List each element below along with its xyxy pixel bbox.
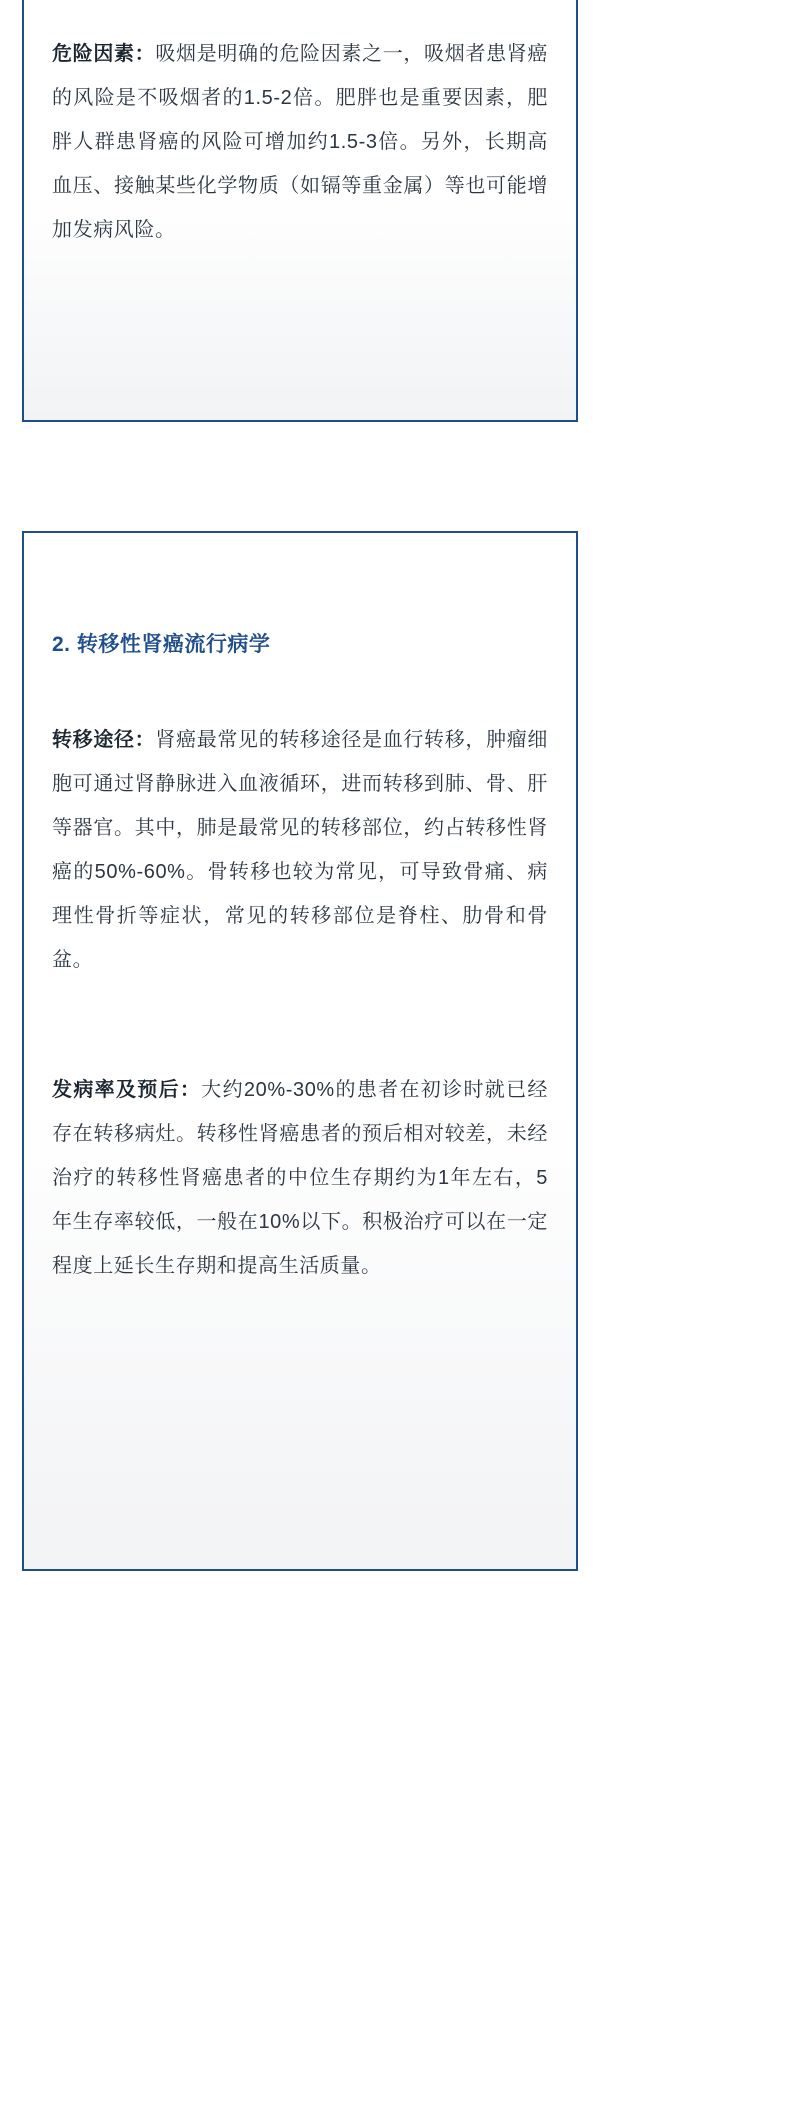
- incidence-prognosis-paragraph: [52, 1068, 548, 1288]
- incidence-prognosis-lead: 发病率及预后：: [52, 1079, 202, 1101]
- risk-factors-lead: 危险因素：: [52, 43, 156, 65]
- metastasis-route-lead: 转移途径：: [52, 729, 156, 751]
- incidence-prognosis-text: 大约20%-30%的患者在初诊时就已经存在转移病灶。转移性肾癌患者的预后相对较差，未经治疗的转移性肾癌患者的中位生存期约为1年左右，5年生存率较低，一般在10%以下。积极治疗可以在一定程度上延长生存期和提高生活质量。: [52, 1079, 549, 1277]
- risk-factors-card: [22, 0, 578, 422]
- metastasis-route-text: 肾癌最常见的转移途径是血行转移，肿瘤细胞可通过肾静脉进入血液循环，进而转移到肺、骨、肝等器官。其中，肺是最常见的转移部位，约占转移性肾癌的50%-60%。骨转移也较为常见，可导致骨痛、病理性骨折等症状，常见的转移部位是脊柱、肋骨和骨盆。: [52, 729, 549, 971]
- metastasis-route-paragraph: [52, 718, 548, 982]
- risk-factors-paragraph: [52, 32, 548, 252]
- metastatic-epidemiology-card: [22, 531, 578, 1571]
- section-title-metastatic-epidemiology: 2. 转移性肾癌流行病学: [52, 633, 271, 656]
- risk-factors-text: 吸烟是明确的危险因素之一，吸烟者患肾癌的风险是不吸烟者的1.5-2倍。肥胖也是重要因素，肥胖人群患肾癌的风险可增加约1.5-3倍。另外，长期高血压、接触某些化学物质（如镉等重金属）等也可能增加发病风险。: [52, 43, 549, 241]
